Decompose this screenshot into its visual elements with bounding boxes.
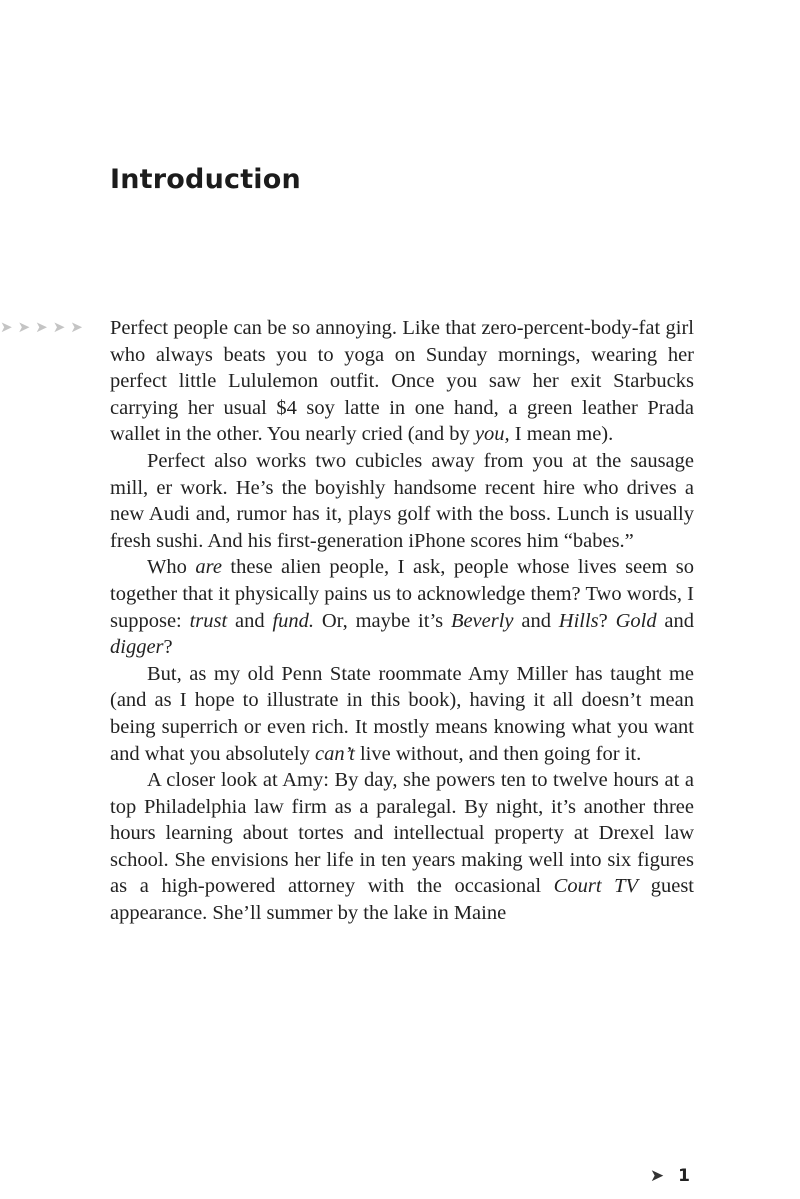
text-run: these alien people, I ask, people whose lives seem so together that it physically pains us to acknowledge them? Two words, I suppose: (110, 556, 694, 632)
italic-text: are (195, 556, 222, 579)
italic-text: you, (474, 423, 510, 446)
arrow-icon: ➤ (649, 1166, 665, 1186)
paragraph (110, 661, 694, 767)
text-run: and (513, 609, 559, 632)
text-run: But, as my old Penn State roommate Amy Miller has taught me (and as I hope to illustrate in this book), having it all doesn’t mean being superrich or even rich. It mostly means knowing what you want and what you absolutely (110, 662, 694, 765)
italic-text: can’t (314, 742, 355, 765)
text-run: Who (147, 556, 196, 579)
text-run: ? (163, 636, 173, 659)
text-run: I mean me). (509, 423, 614, 446)
italic-text: fund. (272, 609, 315, 632)
text-run: A closer look at Amy: By day, she powers ten to twelve hours at a top Philadelphia law firm as a paralegal. By night, it’s another three hours learning about tortes and intellectual property at Drexel law school. She envisions her life in ten years making well into six figures as a high-powered attorney with the occasional (110, 769, 694, 898)
page-number: 1 (678, 1166, 690, 1186)
arrow-decoration-icon: ➤➤➤➤➤ (0, 318, 88, 336)
text-run: ? (598, 609, 616, 632)
italic-text: Hills (558, 609, 599, 632)
text-run: Perfect also works two cubicles away from you at the sausage mill, er work. He’s the boyishly handsome recent hire who drives a new Audi and, rumor has it, plays golf with the boss. Lunch is usually fresh sushi. And his first-generation iPhone scores him “babes.” (110, 449, 694, 552)
paragraph (110, 767, 694, 927)
paragraph (110, 554, 694, 660)
page-footer (650, 1166, 690, 1186)
chapter-heading: Introduction (110, 164, 301, 195)
body-text (110, 315, 694, 927)
text-run: live without, and then going for it. (354, 742, 642, 765)
text-run: and (227, 609, 273, 632)
text-run: guest appearance. She’ll summer by the lake in Maine (110, 875, 695, 925)
text-run: Or, maybe it’s (314, 609, 451, 632)
text-run: Perfect people can be so annoying. Like that zero-percent-body-fat girl who always beats you to yoga on Sunday mornings, wearing her perfect little Lululemon outfit. Once you saw her exit Starbucks carrying her usual $4 soy latte in one hand, a green leather Prada wallet in the other. You nearly cried (and by (110, 317, 694, 446)
italic-text: Beverly (450, 609, 514, 632)
italic-text: digger (110, 636, 164, 659)
italic-text: trust (189, 609, 228, 632)
text-run: and (656, 609, 694, 632)
paragraph (110, 315, 694, 448)
paragraph (110, 448, 694, 554)
italic-text: Court TV (553, 875, 639, 898)
italic-text: Gold (615, 609, 657, 632)
